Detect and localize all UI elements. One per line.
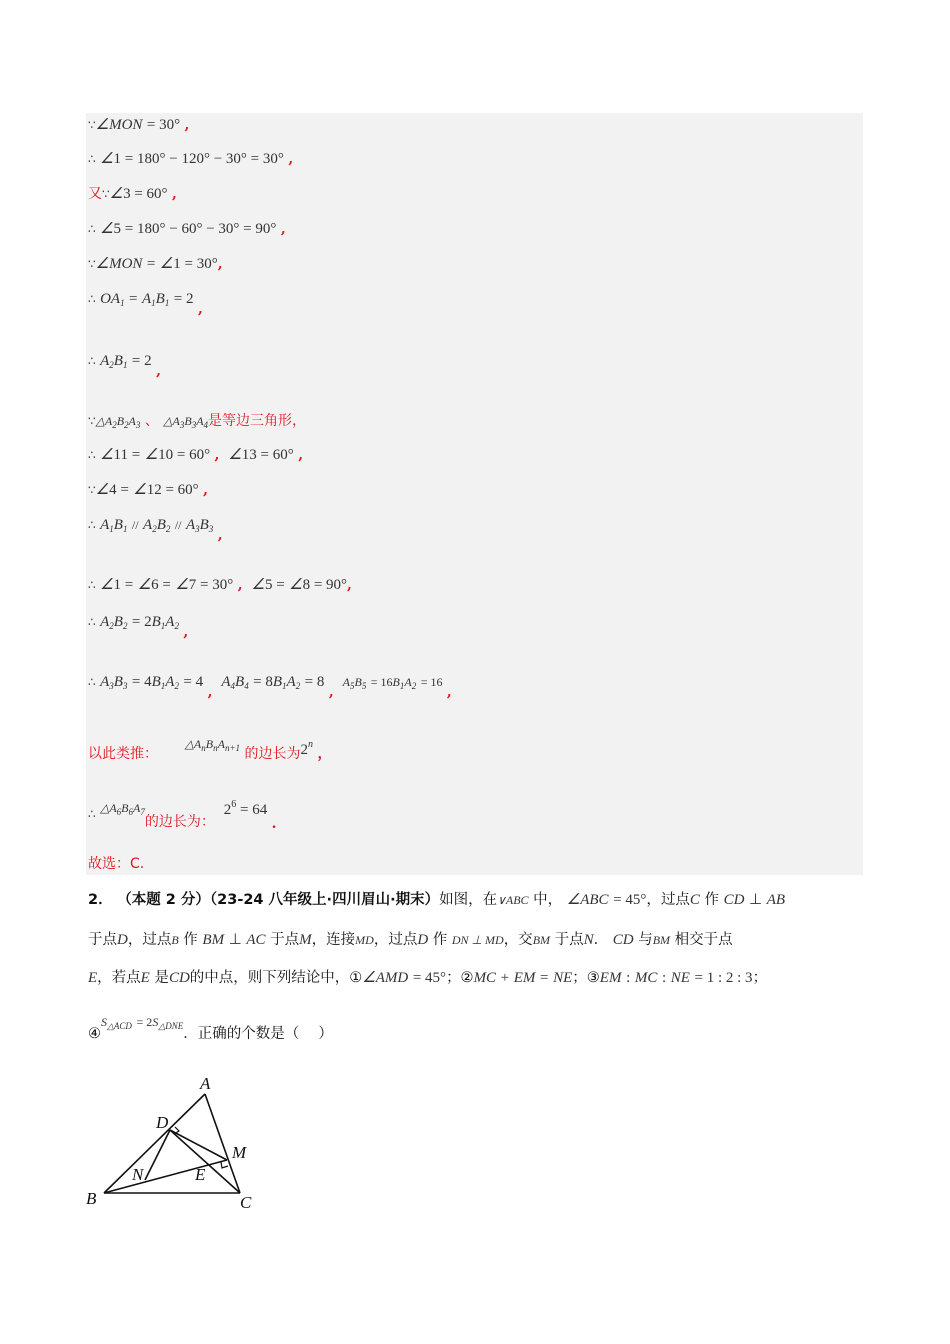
solution-line-8: $\because\triangle A_2B_2A_3$ 、 $\triangle A_3B_3A_4$是等边三角形，	[88, 413, 307, 430]
solution-line-12: ∴ ∠1 = ∠6 = ∠7 = 30° , ∠5 = ∠8 = 90°,	[88, 577, 352, 593]
solution-line-6: ∴ $OA_1 = A_1B_1 = 2$ ,	[88, 291, 203, 317]
label-B: B	[86, 1189, 97, 1208]
question-meta: （本题 2 分）（23-24 八年级上·四川眉山·期末）	[117, 892, 440, 908]
solution-line-2: ∴ ∠1 = 180° − 120° − 30° = 30° ,	[88, 151, 294, 167]
question-number: 2．	[88, 892, 113, 908]
solution-line-13: ∴ $A_2B_2 = 2B_1A_2$ ,	[88, 614, 189, 640]
question-line-4: ④$^{S_{\triangle ACD}}$ $^{= 2S_{\triangle DNE}}$．正确的个数是（ ）	[88, 1015, 333, 1042]
label-D: D	[156, 1113, 169, 1132]
solution-line-16: ∴ $\triangle A_6B_6A_7$的边长为： $2^6 = 64$ .	[88, 799, 277, 832]
solution-line-15: 以此类推： $\triangle A_nB_nA_{n+1}$ 的边长为2$^n$ ，	[88, 737, 332, 762]
question-line-1: 2． （本题 2 分）（23-24 八年级上·四川眉山·期末）如图，在∨ABC 中， ∠ABC = 45°，过点C 作 CD ⊥ AB	[88, 892, 786, 908]
label-C: C	[240, 1193, 252, 1212]
question-line-2: 于点D，过点B 作 BM ⊥ AC 于点M，连接MD，过点D 作 DN ⊥ MD，交BM 于点N． CD 与BM 相交于点	[88, 932, 733, 948]
question-line-3: E，若点E 是CD的中点，则下列结论中，①∠AMD = 45°；②MC + EM = NE；③EM : MC : NE = 1 : 2 : 3；	[88, 970, 768, 986]
solution-answer: 故选：C.	[88, 856, 145, 872]
triangle-figure	[80, 1065, 280, 1215]
solution-line-3: 又∵∠3 = 60° ,	[88, 186, 177, 202]
solution-line-1: ∵∠MON = 30° ,	[88, 117, 190, 133]
label-M: M	[232, 1143, 247, 1162]
solution-line-14: ∴ $A_3B_3 = 4B_1A_2 = 4$ , $A_4B_4 = 8B_1A_2 = 8$ , $A_5B_5 = 16B_1A_2 = 16$ ,	[88, 674, 452, 700]
label-E: E	[195, 1165, 206, 1184]
label-N: N	[132, 1165, 144, 1184]
solution-line-4: ∴ ∠5 = 180° − 60° − 30° = 90° ,	[88, 221, 286, 237]
label-A: A	[200, 1074, 211, 1093]
solution-line-5: ∵∠MON = ∠1 = 30°,	[88, 256, 223, 272]
solution-line-11: ∴ $A_1B_1 // A_2B_2 // A_3B_3$ ,	[88, 517, 223, 543]
solution-line-10: ∵∠4 = ∠12 = 60° ,	[88, 482, 209, 498]
solution-line-9: ∴ ∠11 = ∠10 = 60° , ∠13 = 60° ,	[88, 447, 304, 463]
solution-line-7: ∴ $A_2B_1 = 2$ ,	[88, 353, 161, 379]
